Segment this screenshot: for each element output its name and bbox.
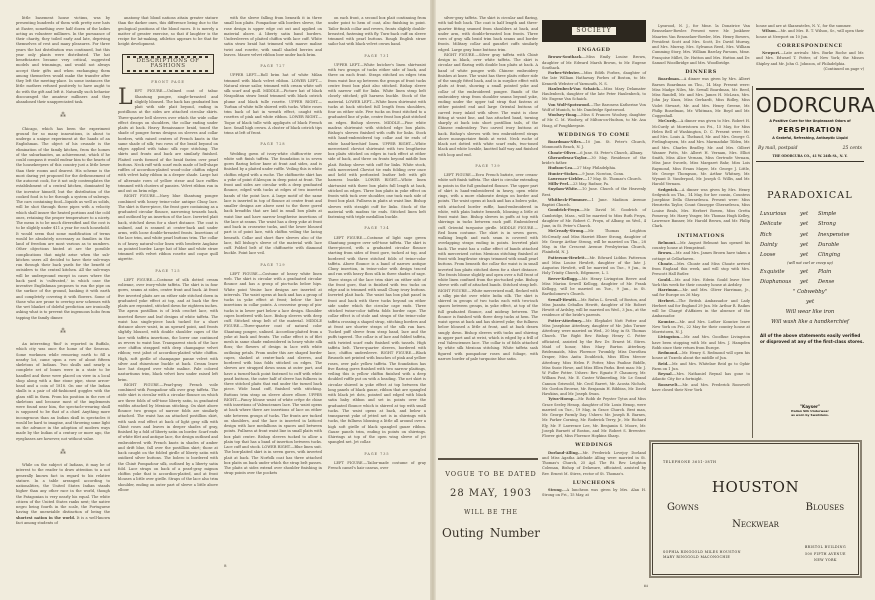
wedding-to-come-item-12: Reeve-Kellogg.—Mr. Henry Livingston Reeve and Miss Marion Sewell Kellogg, daughter of Mr. Frank Kellogg, will be married on Tue., 9 Jun., in St. Bartholomew's Church. <box>542 276 646 297</box>
wedding-to-come-item-5: Lawrence-Liebler.—17 May. St. Thomas's Church. <box>548 176 642 181</box>
engaged-heading: ENGAGED <box>577 47 611 53</box>
paradox-pair-6: Diaphanous yet Dense <box>760 279 835 286</box>
page-heading-725: PAGE 725 <box>155 268 181 273</box>
page-heading-739: PAGE 739 <box>475 163 501 168</box>
odorcura-title: ODORCURA <box>756 93 875 117</box>
newport-item: Newport.—Late arrivals: Mrs. Burke Roche and Mr. and Mrs. Edward T. Potter, of New York; the Misses Shipley and Mr. John G. Johnson, of Philadelphia. <box>756 51 864 66</box>
asterism-separator: ⁂ <box>60 448 66 456</box>
continued-note: (Continued on page v) <box>823 66 864 71</box>
wilson-item: Wilson.—Mr. and Mrs. R. T. Wilson, Sr., will open their house at Newport on 10 Jun. <box>756 29 864 39</box>
wedding-to-come-item-4: Hunter-Stokes.—9 June. Noroton, Conn. <box>548 171 625 176</box>
page-heading-728: PAGE 728 <box>260 142 286 147</box>
engaged-item-1: Forbes-Webster.—Miss Edith Forbes, daughter of the late William Hathaway Forbes of Boston, to Mr. Kenneth Webster of Yarmouth, N. S. <box>542 71 646 86</box>
drop-cap: L <box>118 85 133 111</box>
luncheon-continued: Lynwood, N. J., for Mme. la Donatrice Van Rensselaer-Bowler. Present were: Mr. Jonkheer Maarten Van Rensselaer-Bowler, Mrs. Henry Bowers, President Scott and Mrs. Scott, Dr. David Murray, and Mrs. Murray, Mrs. Sylvanus Reed, Mrs. William Cumming Story, Mrs. William Barclay Parsons, Mme. Françoise Millet, Dr. Hutton and Mrs. Hutton and Dr. Samuel Woodbridge and Mrs. Woodbridge. <box>652 24 750 65</box>
houston-advertisement <box>652 443 859 575</box>
paradox-pair-2: Rich yet Inexpensive <box>760 231 850 238</box>
paradox-iron: Will wear like iron <box>785 309 835 316</box>
left-column-2 <box>118 16 218 583</box>
asterism-separator: ⁂ <box>60 112 66 120</box>
luncheon-item-0: Strong.—A luncheon was given by Mrs. Alan H. Strong on Fri., 15 May, at <box>542 488 646 498</box>
wedding-to-come-item-7: Snydam-White.—10 June. Church of the Heavenly Rest. <box>542 187 646 197</box>
p725-continued: with the sleeve falling from beneath it in three small box plaits. Pompadour silk borders sleeve, the rose design is upper edge cut out and applied on material above. A liberty satin band borders. Undersleeves of plaited chiffon with lace cuff. White satin straw braid hat trimmed with mauve maline twist and rosette, with small shaded berries and leaves. Mauve velvet ribbon bow under back brim. <box>224 16 322 57</box>
wedding-to-come-item-10: McCready-Strong.—Mr. Thomas Leighton McCready and Miss Harriet Elizer Strong, daughter of Mr. George Arthur Strong, will be married on Thu., 28 May, in the Crescent Avenue Presbyterian Church, Plainfield, N. J. <box>542 229 646 255</box>
article-basement-hats: little basement house victims, was by presenting hundreds of them with pretty new hats at Easter, something over half dozen of the ladies acting as volunteer milliners. In the pursuance of their charity, they toiled early and late, depriving themselves of rest and many pleasures. For three years the hat distribution was continued, but this year only plants were distributed. The hat beneficiaries became very critical, suggested models and trimmings, and would not always accept their gifts and when exchanging them among themselves would make the transfer after they left the meeting-place. In some instances the little mothers refused positively to have aught to do with the gift and left it. Naturally such behavior discouraged the amateur milliners and they abandoned their unappreciated task. <box>16 16 110 104</box>
notice-outing-number: Outing Number <box>442 526 540 540</box>
intimation-item-0: Belmont.—Mr. August Belmont has opened his country house at Hempstead. <box>652 240 750 250</box>
paradox-pair-3: Dainty yet Durable <box>760 241 840 248</box>
intimation-item-7: Livingston.—Mr. and Mrs. Goodhue Livingston have been stopping with Mr. and Mrs. J. Hampden Robb since their return from Europe. <box>652 335 750 350</box>
paradox-pair-1: Delicate yet Strong <box>760 221 836 228</box>
odorcura-advertisement <box>756 88 875 162</box>
houston-neckwear: Neckwear <box>732 519 779 530</box>
wedding-to-come-item-11: Patterson-Hewlett.—Mr. Edward Liddon Patterson and Miss Louise Hewlett, daughter of the late J. Augustus Hewlett, will be married on Tue., 9 Jun., in Holy Trinity Church, Edgemere, L. I. <box>542 255 646 276</box>
paradox-cobwebby: " Cobwebby" <box>793 289 827 296</box>
p729-continued: on each front, a second box plait continuing from under point to hem of coat, also finishing in point. Tailor finish collar and revers, fronts slightly double-breasted, fastening with fly. Turn-back cuff on sleeve trimmed with pearl buttons. Rough English straw sailor hat with black velvet crown band. <box>328 16 426 47</box>
paradox-pair-4: Loose yet Clinging <box>760 251 841 258</box>
wedding-to-come-item-8: Whitbeck-Plummer.—1 June. Madison Avenue Baptist Church. <box>542 197 646 207</box>
engaged-item-3: Von Wolf-Spotswood.—The Baroness Katherine Von Wolf of Munich, to Mr. Dandridge Spotswood. <box>542 102 646 112</box>
p734-figures: LEFT FIGURE.—Costume of light sage green Shantung pongee over self-tone taffeta. The skirt is three-pieced, with a graduated circular flounce starting from sides of front gore, tucked at top, and bordered with three stitched folds of twine-color taffeta. Above flounce is a band of narrow antique Cluny insertion, in twine-color with design traced and run with heavy floss silk in three shades of sage. Three straps of the lace trim skirt on either side of the front gore, that is finished with two tucks on edge and is trimmed with small Cluny ivory buttons. Inverted plait back. The waist has box plait panel in front and back with three tucks beyond on either side under which the circular cape ends. Three stitched twine-color taffeta folds border cape. The collar effect is of stole and straps of the twine-color taffeta crossing a shaped strap, stitching borders and at front are shorter straps of the silk run bars. Tucked puff sleeve from strap band, lace and the puffs tapered. The collar is of lace and folded taffeta, with twisted scarf ends finished with tassels. High taffeta belt. Three-quarter sleeves, bordered with lace, chiffon undersleeve. RIGHT FIGURE.—Black Brussels net printed with bunches of pink and yellow roses, over pale yellow taffeta. The foundation has five flaring gores finished with two narrow plaitings, veiling this is yellow chiffon finished with a deep doubled ruffle put on with a heading. The net skirt is circular shirred in yoke effect at top between the long panels of black gauze, ribbon that are spangled with black jet dots, pointed and edged with black satin baby ribbon and set in points over the graduated flounce which is shirred at top with small tucks. The waist opens at back, and below a transparent yoke of jetted net is in shirrings with tucks, the fullness blousing a little all around over a high soft girdle of black spangled gauze ribbon. Gauze panels trim, ending in points on shirrings. Shirrings at top of the open wing sleeve of jet spangled net. Jet collar. <box>328 235 426 445</box>
engaged-item-2: Haulenbeck-Van Schaick.—Miss Mary Delamater Haulenbeck, daughter of the late Peter Haulenbeck, to Mr. Eugene Van Schaick. <box>542 86 646 102</box>
intimation-item-2: Choate.—Mrs. Choate and Miss Choate arrived from England this week, and will stop with Mrs. Prescott Hall Butler. <box>652 261 750 277</box>
wedding-to-come-item-13: Sewall-Hewitt.—Mr. Rufus L. Sewall, of Boston, and Miss Juanita Ceballos Hewitt, daughter of Mr. Robert Hewitt of Ardsley, will be married on Wed., 3 Jun., at the residence of the bride's parents. <box>542 297 646 318</box>
page-heading-729: PAGE 729 <box>260 262 286 267</box>
correspondence-heading: CORRESPONDENCE <box>777 42 843 49</box>
odorcura-address: THE ODORCURA CO., 41 W. 24th St., N. Y. <box>772 154 848 158</box>
p735-right-figure: RIGHT FIGURE.—Silver gray taffeta with Chinè design in black, over white taffeta. The skirt is circular and flaring with double box plaits at back. A band of white pongee with Chinese embroidery finishes at knee. The waist has three plaits either side of the snugly fitted back, and is in surplice effect with plaits at front, showing a small pointed yoke and collar of the embroidered pongee. Bands of the embroidery strap from shoulder seams beyond yoke, ending under the upper tail strap that fastens at either pointed end and large Oriental buttons of carved ivory inlaid with silver. The waist is close fitting at waist line, and has attached band, turning sharply at back into short postillion tails, of the Chinese embroidery. Two carved ivory buttons at back. Bishop's sleeves with two embroidered straps above mousquetaire finish at wrist. Neck ruche of black net dotted with white scarf ends, two-toned black and white lovable, knotted half way and finished with loop and end. <box>438 52 538 157</box>
paradox-pair-0: Luxurious yet Simple <box>760 211 837 218</box>
dinner-item-2: Sedgwick.—A dinner was given by Mrs. Henry Sedgwick on Thu., 14 May, for her cousin, Countess Josephine Della Gherardesca. Present were: Miss Henrietta Taylor, Count Giuseppe Gherardesca, Miss Louise Beals, Mrs. Herbert Bowen, Miss Gretta Pomeroy, Mr. Harry Yeager, Mr. Thomas Hugh Kelley, Lawrence Banner, Mr. Harold Brown, and Mr. Philip Clark. <box>652 187 750 229</box>
kayser-line-2: as worn by Swellduns. <box>791 413 829 417</box>
page-number-right: iii <box>644 583 648 588</box>
left-column-1 <box>16 16 110 525</box>
intimation-item-8: Redmond.—Mr. Henry S. Redmond will open his house at Tuxedo about the middle of Jun. <box>652 351 750 361</box>
intimation-item-11: Roosevelt.—Mr. and Mrs. Frederick Roosevelt have closed their New York <box>652 382 750 392</box>
houston-name: HOUSTON <box>711 478 800 496</box>
paradox-yet: yet <box>805 299 815 306</box>
p735-continued: silver-gray taffeta. The skirt is circular and flaring, with tail-bolt back. The coat is half length and three-quarter fitting seamed from shoulders at back, and under arm, with double-breasted box fronts. Three rows of gray silk braid trim back seams and border fronts. Military collar and gauntlet cuffs similarly edged. Large gray bone buttons trim. <box>438 16 538 52</box>
dinner-item-0: Boardman.—A dinner was given by Mrs. Albert Barnes Boardman on Thu., 14 May. Present were: Miss Madge Niles, Mr. Sewall Boardman, Mr. Reed, Miss Randell, Mr. and Mrs. James H. McLean, Mrs. John Jay Knox, Miss Gerhardt, Miss Ridley, Miss Violet Stewart, Mr. and Mrs. Henry Greene, Mr. Philip Boardman, Mr. Whitman, Mr. Boyd and Mr. Coggeshall. <box>652 77 750 118</box>
wedding-to-come-item-1: Choate-Oliver.—6 June. St. Peter's Church, Albany. <box>548 150 643 155</box>
notice-line-1: VOGUE TO BE DATED <box>445 470 537 478</box>
houston-blouses: Blouses <box>805 502 844 513</box>
intimation-item-3: Gould.—Mr. and Mrs. Edwin Gould leave New York this week for their country house at Ardsley. <box>652 277 750 287</box>
intimation-item-6: Kountze.—Mr. and Mrs. Luther Kountze leave New York on Fri., 22 May for their country house at Morristown, N. J. <box>652 319 750 334</box>
paradox-footer: All of the above statements easily verified or disproved at any of the first-class stores. <box>760 333 864 345</box>
p735-left-figure: LEFT FIGURE.—Tailor-made costume of gray French camel's hair canvas, over <box>328 460 426 470</box>
odorcura-price-row: By mail, postpaid 25 cents <box>758 146 862 151</box>
bold-phrase: shortest nation in the world. <box>16 515 76 520</box>
page-heading-front: FRONT PAGE <box>151 80 185 84</box>
weddings-heading: WEDDINGS <box>575 442 613 449</box>
intimation-item-5: Herbert.—The British Ambassador and Lady Herbert sail for England 29 Jun. Mr. Arthur R. Raikes will be Chargé d'Affaires in the absence of the Ambassador. <box>652 298 750 319</box>
wedding-to-come-item-2: Gherardesca-Taylor.—30 May. Residence of the bride's father. <box>542 155 646 165</box>
wedding-item-0: Dorland-Alling.—Mr. Frederick Lovejoy Dorland and Miss Agatha Adelaide Alling were married in St. Thomas's Church, 25 Apl. The Rt. Rev. Leighton Coleman, Bishop of Delaware, officiated, assisted by Rev. Ernest M. Stires, rector of St. Thomas's. <box>542 450 646 476</box>
right-column-4 <box>756 24 864 86</box>
houston-address: BRISTOL BUILDING 500 FIFTH AVENUE NEW YORK <box>804 545 846 562</box>
skaneateles-continued: house and are at Skaneateles, N. Y., for the summer. <box>756 24 852 28</box>
page-number-left: 8 <box>224 563 227 568</box>
article-anatomy: anatomy that blond nations attain greater stature than the darker ones, this difference being due to the geological positions of the blond races. It is merely a matter of greater exercise, so that if laughter is the recipe for lat-making, athletics appears to be that for height development. <box>118 16 218 47</box>
paradox-handkerchief: Will wash like a handkerchief <box>771 319 849 326</box>
notice-date: 28 MAY, 1903 <box>449 488 533 499</box>
horizontal-rule <box>438 458 538 460</box>
page-heading-731: PAGE 731 <box>364 53 390 58</box>
article-buffalo-find: An interesting 'find' is reported in Buffalo, which city was once the home of the Senecas. Some workmen while removing earth to fill a nearby lot, came upon a row of about fifteen skeletons of Indians. Two skulls and nearly a complete set of bones were in a state to be handled and these were placed on view in a local shop along with a fine stone pipe, stone arrow-head and a coin of 1818. On one of the Indian skulls is a pair of old-fashioned goggles with the glass still in them. From his position in the row of skeletons and because most of the implements were found near him, the spectacle-wearing skull is supposed to be that of a chief. Anything more incongruous than an Indian skull in spectacles it would be hard to imagine, and throwing some light on the advance in the adoption of modern ways made by the Indian of a century or more ago, the eyeglasses are however, not without value. <box>16 342 110 441</box>
wedding-to-come-item-14: Potter-Atterbury.—Mr. Elephalet Nott Potter and Miss Josephine Atterbury, daughter of Mr. John Turner Atterbury, were married on Wed., 20 May, in St. Thomas Church. The Right Rev. Bishop Henry C. Potter officiated, assisted by the Rev. Dr. Ernest M. Stires. Maid of honor, Miss Mary Burton Atterbury. Bridesmaids, Miss Florence Twombly, Miss Dorothea Draper, Miss Anita Doubleick, Miss Ellen Mercer Atterbury, Miss Helen F. Potter, Miss Pauline Biddle, Miss Susie Howe, and Miss Ellen Parks. Best man: Mr. J. W. Fuller Potter. Ushers: Rev. Egnatz F. Chauncey, Mr. William Post, Mr. E. Custer Wilmerding, Mr. Le Grand Cannon Griswold, Mr. Cecil Barret, Mr. Acosta Nichols, Mr. Gordon Browne, Mr. Benjamin H. Bibbins, Mr. David Hawkins, and Mr. Joseph Swan. <box>542 318 646 396</box>
article-indian-stature: While on the subject of Indians, it may be of interest to the reader to draw attention to a not generally known fact in regard to his relative stature. In a table arranged according to nationalities, the United States Indian stands higher than any other race in the world, though the Patagonian is very nearly his equal. The white citizen of the United States ranks next; the native negro being fourth in the scale, the Portuguese having the unenviable distinction of being the shortest nation in the world. It is a well-known fact among students of <box>16 463 110 525</box>
front-right-figure: RIGHT FIGURE.—Navy blue Shantung pongee combined with heavy twine-color antique Cluny lace. The skirt is three-piece, the front gore containing as a graduated circular flounce, narrowing towards back, and outlined by an insertion of the lace. Inverted plait back, stitched down for a short distance. The coat is unlined, and is seamed at centre-back and under arms, with loose double-breasted fronts. Insertions of the lace trim, and white pearl buttons trim. The collar is of heavy natural-color linen with broderie Anglaise on pointed border. Large hat of blue and white straw trimmed with velvet ribbon rosette and coque quill aigrette. <box>118 194 218 262</box>
paradox-pair-5: Exquisite yet Plain <box>760 269 832 276</box>
wedding-to-come-item-0: Boardman-Niles.—10 Jun. St. Peter's Church, Monmouth Beach, N. J. <box>542 140 646 150</box>
wedding-to-come-item-9: Goodrich-Froyn.—Mr. David M. Goodrich of Cambridge, Mass., will be married to Miss Ruth Froyn, daughter of Mr. Robert C. Froyn, of Albany, on Wed., 4 June, in St. Peter's Church. <box>542 208 646 228</box>
odorcura-tagline: A Grateful, Refreshing, Antiseptic Liquid <box>772 136 848 140</box>
wedding-to-come-item-6: Mills-Peel.—23 May. Radnor, Pa. <box>548 182 610 186</box>
society-banner: SOCIETY <box>542 20 646 42</box>
article-chicago-kitchen: Chicago, which has been the experiment ground for so many innovations, is about to undergo a unique experiment at the hands of an Englishman. The object of his crusade is the elimination of the family kitchen, from the homes of the suburbanites, an achievement, which if he could compass it would endear him to the hearts of the housekeepers of this country just a little lower than their rooms and dearest. His scheme is the most daring yet proposed for the dethronement of the autocrat cook, for it not only contemplates the establishment of a central kitchen, dominated by the inventor himself, but the distribution of the cooked food is to be through a system of subways. The cars containing food—liquids as well as solids, will be shot through these pipes with a velocity which shall insure the heated portions and the cold ones, retaining the proper temperature to a nicety. The menu is to be much diversified and the cost is to be slightly under $11 a year for each household. It would seem that some modification of terms would be absolutely necessary as families in the land of freedom are most various as to numbers. Other objections hinted at are the possible complications that might arise when the sub-kitchen users all decided to have their sub-ways run through their back yards for the benefit of outsiders to the central kitchen. All the sub-ways will be underground except in cases where the back yard is 'cultivated,' in which case the inventive Englishman proposes to run the pipe on the surface of the ground, banking it with earth and completely covering it with flowers. Some of those who are prone to overtop new schemes with the wet blanket of doleful prediction are ironically asking what is to prevent the ingenuous hobo from tapping the family dinner. <box>16 126 110 320</box>
dinners-heading: DINNERS <box>685 69 717 75</box>
page-heading-727: PAGE 727 <box>260 64 286 68</box>
weddings-to-come-heading: WEDDINGS TO COME <box>558 131 630 138</box>
odorcura-subtitle: A Positive Cure for the Unpleasant Odors of <box>769 119 851 123</box>
column-divider <box>752 86 753 438</box>
p728-wedding-gown: Wedding gown of ivory-white chiffon-ette over white soft finish taffeta. The foundation is in seven gores flaring below knee at front and sides, and is finished by a plaited under ruffle. Veiling this is white chiffon edged with a ruche. The chiffonette skirt has a yoke of point d'Alençon in deep point at front. The front and sides are circular with a deep graduated flounce, edged with tucks at edges of two inserted bands of the point lace. A large motif of the same lace is inserted in top of flounce at centre front and smaller designs are above next to the three gored back breadths that are laid in small box plaits at waist line and have narrow lengthwise insertions of the lace at seams. The waist has a deep yoke at front and back in crosswise tucks, and the lower bloused part is of point lace, with chiffon veiling the lacing beneath. Collar and short flare sleeves also of the lace, full bishop's sleeve of the material with lace cuff. Folded belt of the chiffonette with diamond buckle. Point lace veil. <box>224 151 322 256</box>
front-left-figure: LEFT FIGURE.—Unlined coat of tabac Shantung pongee, single-breasted and slightly bloused. The back has graduated box plait with side plait beyond, ending in postillions at the sides are attached circular skirts. Three-quarter bell sleeves over which the wide collar effect droops on shoulders, the collar ending under plaits at back. Heavy Renaissance braid, toned the shade of pongee forms designs on sleeves and collar borders, with raised centres of French knots in the same shade of silk; two rows of the braid beyond on edges applied with tabac silk rope stitching. The skirts and fronts and back are similarly finished. Plaited cords formed of the braid fasten over pearl buttons. Neck ruff with scarf ends made of bell-shape ruffles of accordion-plaited wood-color chiffon edged with velvet baby ribbon in a deeper shade. Large hat of alternate rows of yellow straw and lace ruffles trimmed with clusters of pansies. Velvet ribbon run in and out on brim edge. <box>118 85 218 193</box>
right-column-3 <box>652 24 750 436</box>
kayser-name: "Kayser" <box>799 404 821 409</box>
houston-gowns: Gowns <box>667 502 699 513</box>
engaged-item-4: Woolsey-Hoag.—Miss S Frances Woolsey, daughter of Mr. C. M. Woolsey, of Milton-on-Hudson, to Mr. Asa Hoag, of Poughkeepsie. <box>542 113 646 128</box>
p727-hats: UPPER LEFT.—Roll brim hat of white Milan trimmed with black velvet ribbon. LOWER LEFT.—Natural straw sailor, trimmed with cream white soft silk scarf and quill. MIDDLE.—Picture hat of black Neapolitan straw braid trimmed with black ostrich plume and black tulle rosette. UPPER RIGHT.—Turban of white tulle shirred with tucks. White roses trim back of hat in wreath effect, caught with rosettes of pink and white ribbon. LOWER RIGHT.—Toque of black tulle with appliqués of black French lace. Small high crown. A cluster of black ostrich tips trims at left of front. <box>224 73 322 135</box>
p739-figures: LEFT FIGURE.—Ecru French batiste, over cream-white soft finish taffeta. The skirt is circular extending in points in the full graduated flounce. The upper part of skirt is hand-embroidered in heavy, open white rings, with a more elaborate design on border and points. The waist opens at back and has a bolero yoke, with attached border ruffle, hand-embroidered in white, with plain batiste beneath, blousing a little at front waist line. Bishop sleeves in puffs at top with shirrings in tucks between each puff. Embroidered cuff. Oriental turquoise girdle. MIDDLE FIGURE.—Red linen costume. The skirt is in seven gores, walking length and each seam is covered with overlapping straps ending in points. Inverted plait back. The waist has a collar effect of bands attached with mercerized cotton Mexican stitching finished at front with lengthwise straps trimmed with small pearl buttons. From beneath the collar the waist is in small inverted box plaits stitched down for a short distance. The fronts blouse slightly and open over a full front of white linen confined from the pin-tucked yoke. Bishop sleeve with cuff of attached bands. Stitched strap belt. RIGHT FIGURE.—White mercerized mull, flecked with a silky pin-dot over white India silk. The skirt is shirred in groups of two tucks each with two-inch spaces between groups, in yoke effect, at top of the full graduated flounce, and midway between. The flounce is finished with three deep tucks at hem. The waist opens at back and has shirred yoke; the fullness below bloused a little at front, and at back drawn snugly down. Bishop sleeves with tucks and shirring in upper part and at wrist, which is edged by a frill of real Valenciennes lace. The collar is of folds attached by white silk Mexican stitching. White taffeta sash figured with pompadour roses and foliage, with narrow border of pale turquoise blue satin. <box>438 173 539 361</box>
page-heading-734: PAGE 734 <box>364 226 390 231</box>
houston-proprietors: SOPHIA RINGGOLD MILES HOUSTON MARY RINGGOLD MACONOCHIE <box>663 550 741 559</box>
p725-left-figure: LEFT FIGURE.—Costume of silk dotted cream eolienne, over ivory-white taffeta. The skirt is in four gores, seams at sides, centre front and back. At front five inverted plaits are on either side stitched down in graduated yoke effect at top, and at back the five plaits are repeated, stitched down for eighteen inches. The apron postillion is of Irish crochet lace, with inserted flower and leaf designs of white taffeta. The waist has single-piece back tucked for a short distance above waist, in an upward point, and fronts slightly bloused, with double shoulder capes of the lace with taffeta insertions, the lower one continued as revers to waist line. Transparent stock of the lace over chiffon strapped with deep champagne velvet ribbon; vest jabot of accordion-plaited white chiffon. High, soft girdle of champagne panne velvet with silver and rhinestone buckle at back. Cream leave lace hat draped over white maline. Pale colored nasturtiums trim, black velvet bow under raised left brim. <box>118 277 218 382</box>
intimation-item-10: Reynal.—Mrs. Nathaniel Reynal has gone to Atlantic City for a fortnight. <box>652 372 750 382</box>
intimation-item-1: Brown.—Mr. and Mrs. James Brown have taken a cottage at Cellarhaven. <box>652 251 750 261</box>
right-column-2-society <box>542 16 646 586</box>
paradoxical-title: PARADOXICAL <box>767 190 853 201</box>
wedding-to-come-item-3: Hudson-Lea.—27 May. Philadelphia. <box>548 166 617 171</box>
notice-line-3: WILL BE THE <box>464 509 518 516</box>
paradox-note: (will not curl or creep up) <box>787 260 833 265</box>
descriptions-of-fashions-banner: DESCRIPTIONS OF FASHIONS <box>122 54 214 75</box>
p731-shirtwaists: UPPER LEFT.—White butcher's linen shirtwaist with two groups of tucks either side of back, and three on each front. Straps stitched on edges trim from waist line up between the groups of front tucks centre front box plait also stitched. Bishop sleeve with narrow cuff for links. White linen strap belt closely stitched; gilt harness buckle. Stock of the material. LOWER LEFT.—White linen shirtwaist with tucks at back stitched full length from shoulders, four on either side. Five tucks on front stitched to a graduated line of yoke, centre front box plait stitched on edges. Bishop sleeves. MIDDLE.—Fine white madras shirtwaist with stitched edge box plaits. Bishop's sleeves finished with cuffs for links. Stock with hand-embroidered top collar and tie ends of white hand-kerchief linen. UPPER RIGHT.—White mercerized cheviot shirtwaist with two lengthwise box plaits stitched on edges in tuck effect at either side of back, and three on fronts beyond middle box plait. Bishop sleeve with cuff for links. White stock, with mercerized Cheviot tie ends folding over once and held with perforated leather belt with gilt harness buckle. LOWER RIGHT.—White linen shirtwaist with three box plaits full length at back, stitched on edges. Three box plaits in yoke effect on fronts with tuck over shoulder, one tuck each side of front box plait. Fullness in plaits at waist line. Bishop sleeves with straight cuff for links. Stock of the material with madras tie ends. Stitched linen belt fastening with triple medallion buckle. <box>328 62 426 219</box>
left-column-3 <box>224 16 322 561</box>
asterism-separator: ⁂ <box>60 327 66 335</box>
kayser-brand <box>756 404 864 417</box>
paradoxical-advertisement <box>756 190 864 345</box>
intimation-item-4: Harriman.—Mr. and Mrs. Oliver Harriman, Jr., sail for Europe on 26 May. <box>652 288 750 298</box>
page-heading-735: PAGE 735 <box>364 451 390 456</box>
engaged-item-0: Brown-Southack.—Miss Emily Louise Brown, daughter of Mr. Edward Marsh Brown, to Mr. Eugene Southack. <box>542 55 646 70</box>
p729-figures: LEFT FIGURE.—Costume of heavy white linen web. The skirt is circular with a graduated circular flounce and has a group of pin-tucks below hips. White point Venise lace designs are inserted at intervals. The waist opens at back and has a group of tucks in yoke effect at front; below the lace insertions in collar points. A crosswise group of pin-tucks is in lower part below a lace design. Shoulder capes bordered with lace. Bishop sleeves with deep cuff. Stitched strap belt of the material. MIDDLE FIGURE.—Three-quarter coat of natural color Shantung pongee, unlined. Accordion-plaited from a yoke at back and fronts. The collar effect is of filet mesh in same shade embroidered in heavy white silk floss; the flowers of design in lace with white outlining petals. From under this are shaped border capes, slashed at centre-back and sleeves, and bordered with bias folds stitched on edges. The sleeves are strapped down seam at outer part, and have a turned-back point fastened to cuff with white pearl buttons, the outer half of sleeve has fullness in three stitched plaits that end under the turned back piece. Wide band cuff, finished with stitching. Buttons trim strap on sleeve above elbow. UPPER RIGHT.—Fancy blouse waist of white crêpe de chine with insertions of Valenciennes lace. The waist opens at back where there are insertions of lace on either side between groups of tucks. The fronts are tucked on shoulders, and the lace is inserted in latticed design with lace medallions in spaces and between points. Fullness at front waist line in small plaits with box plait centre. Bishop sleeves tucked to allow a plain top that has a band of insertion between tucks. Lace cuff and stock. LOWER RIGHT.—Blue linen suit. The box-plaited skirt is in seven gores, with inverted plait at back. The Norfolk coat has three attached box plaits on back under which the strap belt passes. The plaits at sides extend over shoulder finishing in strap points over the pockets <box>224 271 323 476</box>
kayser-line-1: Italian Silk Underwear <box>791 409 829 413</box>
intimation-item-9: Reid.—Mr. and Mrs. Whitelaw Reid go to Ophir Farm on 1 Jun. <box>652 361 750 371</box>
left-column-4 <box>328 16 426 561</box>
right-column-1 <box>438 16 538 466</box>
dinner-item-1: McCurdy.—A dinner was given to Mrs. Robert H. McCurdy at Morristown on Fri., 15 May, for Miss Helen Bell of Washington, D. C. Present were: Mr. and Mrs. Louis A. Thebaud, Mr. and Mrs. George G. Frelinghuysen, Mr. and Mrs. Marmaduke Tilden, Mr. and Mrs. Charles Bradley, Mr. and Mrs. Gilbert Wanner Potts, Mr. Albert H. Vernam, Mrs. Elliot Smith, Miss Alice Vernam, Miss Gertrude Vernam, Miss Jane Swords, Miss Margaret Bahr, Miss Lois Raymond, Miss Evans Mayer, Mr. George J. Little, Mr. George Thompson, Mr. Arthur Whitney, Mr. Wynant D. Vanderpool, Mr. Joseph G. Willis, and Mr. Harold Vernam. <box>652 119 750 187</box>
p725-right-figure: RIGHT FIGURE.—Pearl-gray French voile combined with Pompadour silk over gray taffeta. The wide skirt is circular with a circular flounce on which are three folds of self-tone liberty satin, in graduated widths attached by Mexican stitching. On skirt above flounce two groups of narrow folds are similarly attached. The waist has an attached postillion skirt, with sash end effect at back of light gray silk with Chinè roses and leaves in deeper shades of gray, finished by a fold of liberty satin on border. Scarf ends of white filet and antique lace, the design outlined and embroidered with French knots in shades of amber and drift blue, fall over the postillion skirt; those at back caught on the folded girdle of liberty satin with oxidized silver buttons. The bolero is bordered with the Chinè Pompadour silk, outlined by a liberty satin fold. Lace straps on back of a pearl-gray mignon chiffon yoke that is accordion-plaited, and at front blouses a little over girdle. Straps of the lace also trim shoulder, ending on outer part of sleeve a little above elbow <box>118 382 218 492</box>
houston-telephone: TELEPHONE 3651-38TH <box>663 460 717 464</box>
luncheons-heading: LUNCHEONS <box>572 479 616 486</box>
vogue-outing-number-notice <box>436 462 546 540</box>
wedding-to-come-item-15: Tytus-Hoenp.—Mr. Robb de Peyster Tytus and Miss Grace Seeley Henop, daughter of Mr. Louis Henop, were married on Tue., 19 May, in Grace Church. Best man, Mr. George Parmly Day. Ushers: Mr. Joseph R. Barnes, Mr. Parker Corning, Mr. Roderick Terry, Jr., Mr. Richard Ely, Mr. F. Lawrence Lee, Mr. Benjamin S. Moore, Mr. Joseph Burnett of Boston, and Mr. Robert S. Brewster. Flower girl, Miss Florence Hopkins Sharp. <box>542 397 646 438</box>
odorcura-headline: PERSPIRATION <box>777 126 843 134</box>
intimations-heading: INTIMATIONS <box>677 232 725 239</box>
